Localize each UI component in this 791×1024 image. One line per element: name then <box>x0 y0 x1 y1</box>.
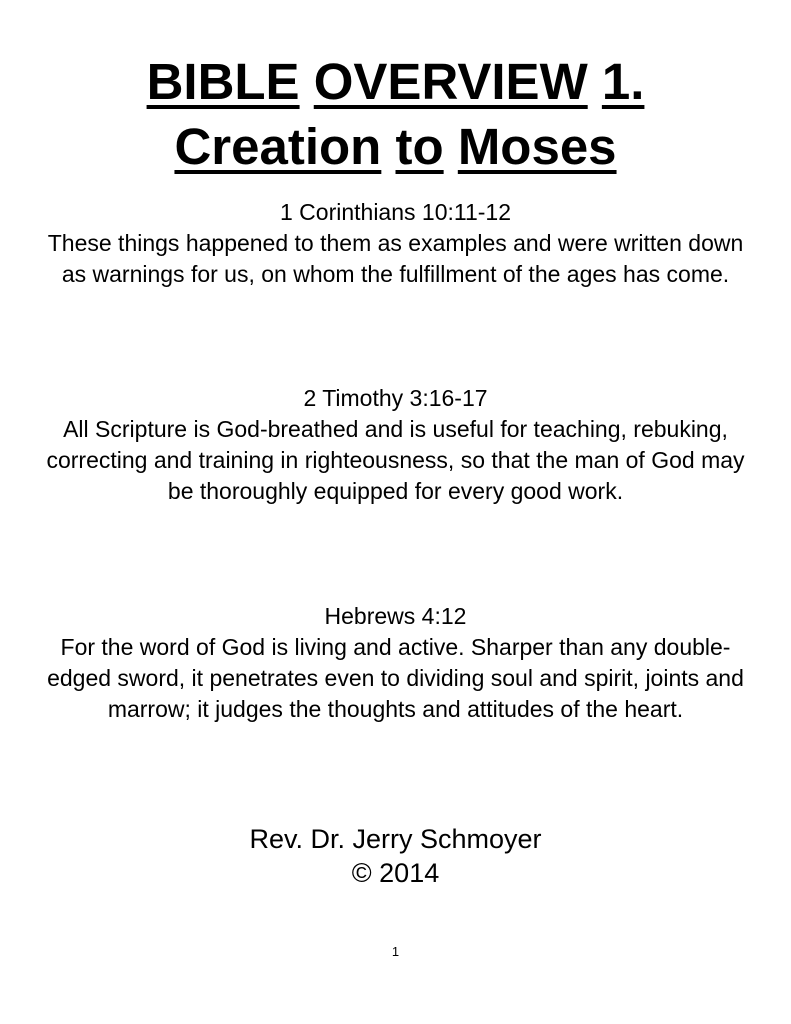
title-word: OVERVIEW <box>313 53 588 110</box>
author-block <box>0 822 791 890</box>
verse-reference: Hebrews 4:12 <box>324 603 467 629</box>
verse-block <box>40 197 751 290</box>
title-word: Creation <box>174 118 382 175</box>
verse-reference: 2 Timothy 3:16-17 <box>303 385 488 411</box>
verse-text: These things happened to them as examples and were written down as warnings for us, on whom the fulfillment of the ages has come. <box>47 230 744 287</box>
author-name: Rev. Dr. Jerry Schmoyer <box>249 824 542 854</box>
title-line-2 <box>0 117 791 177</box>
verse-reference: 1 Corinthians 10:11-12 <box>280 199 511 225</box>
title-word: to <box>395 118 444 175</box>
verse-block <box>40 601 751 725</box>
title-word: 1. <box>601 53 645 110</box>
title-word: BIBLE <box>146 53 300 110</box>
title-word: Moses <box>457 118 617 175</box>
copyright-notice: © 2014 <box>351 858 440 888</box>
verse-text: All Scripture is God-breathed and is useful for teaching, rebuking, correcting and training in righteousness, so that the man of God may be thoroughly equipped for every good work. <box>46 416 745 504</box>
title-line-1 <box>0 52 791 112</box>
verse-text: For the word of God is living and active. Sharper than any double-edged sword, it penetrates even to dividing soul and spirit, joints and marrow; it judges the thoughts and attitudes of the heart. <box>47 634 744 722</box>
page-number: 1 <box>391 944 400 959</box>
verse-block <box>40 383 751 507</box>
